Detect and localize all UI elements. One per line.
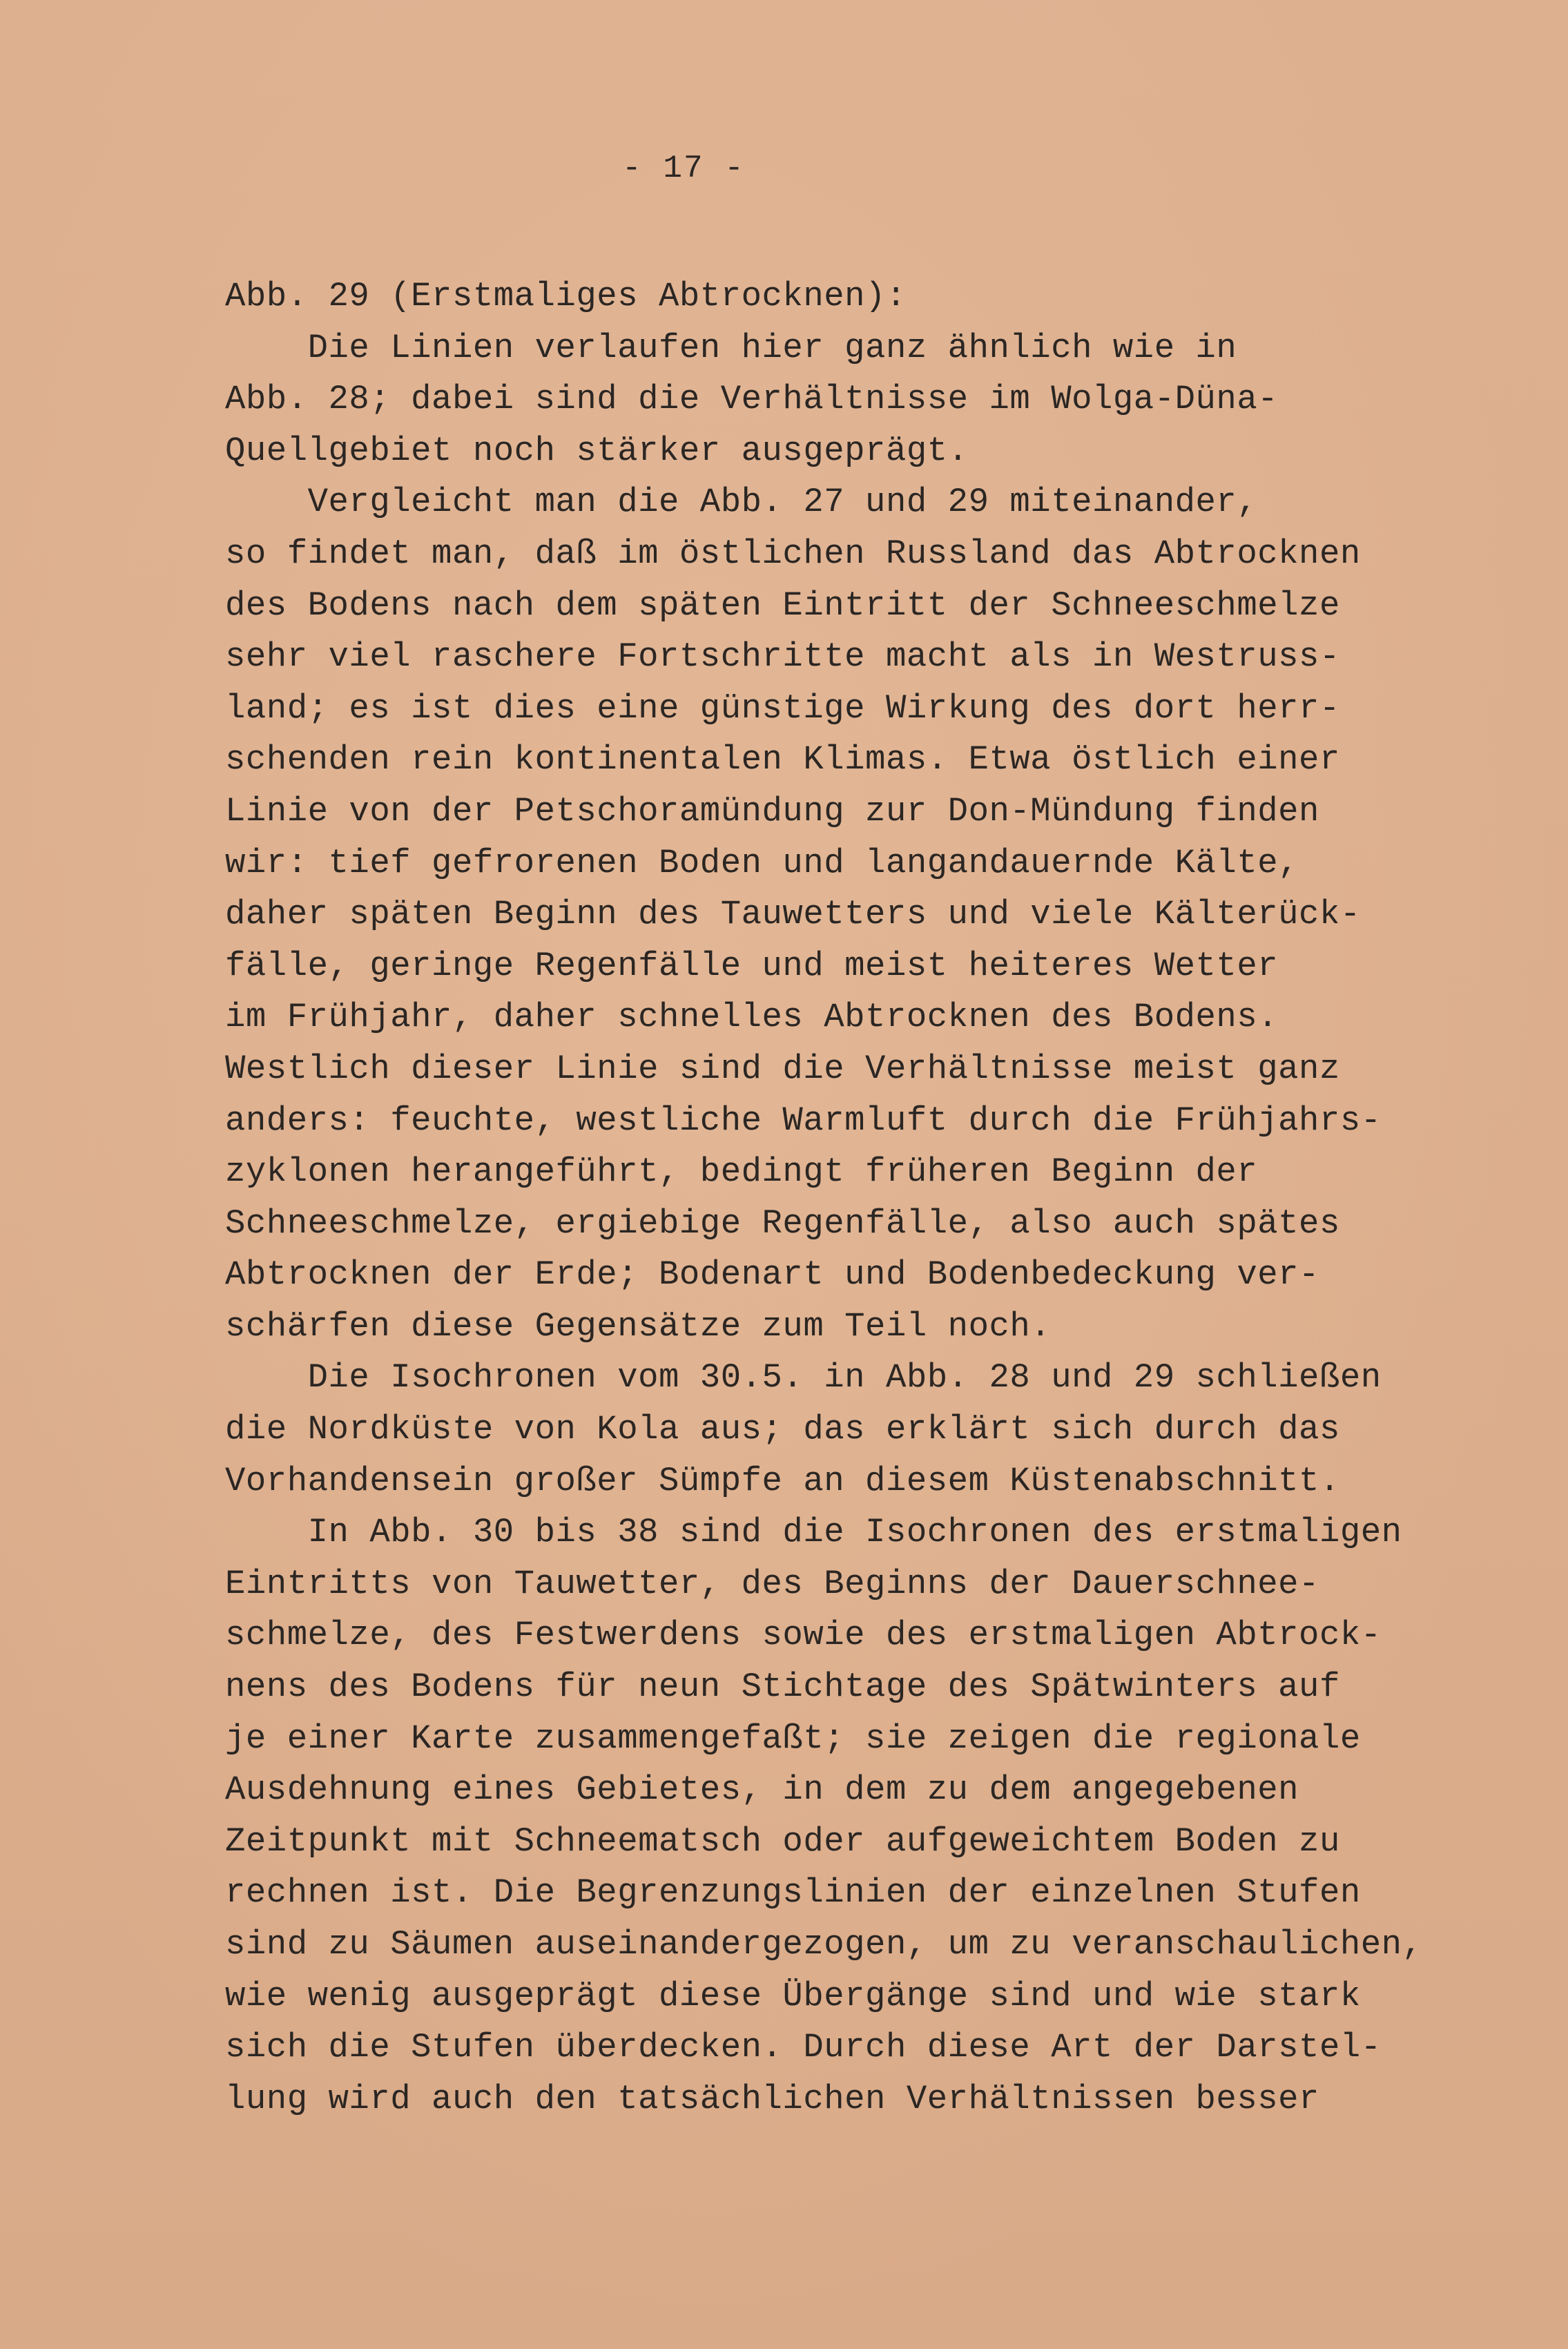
- text-line: wir: tief gefrorenen Boden und langandauernde Kälte,: [225, 843, 1299, 882]
- text-line: In Abb. 30 bis 38 sind die Isochronen des erstmaligen: [225, 1513, 1402, 1552]
- text-line: lung wird auch den tatsächlichen Verhältnissen besser: [225, 2079, 1319, 2118]
- text-line: sind zu Säumen auseinandergezogen, um zu veranschaulichen,: [225, 1925, 1423, 1964]
- text-line: nens des Bodens für neun Stichtage des Spätwinters auf: [225, 1668, 1340, 1707]
- text-line: schenden rein kontinentalen Klimas. Etwa östlich einer: [225, 740, 1340, 780]
- text-line: Linie von der Petschoramündung zur Don-Mündung finden: [225, 791, 1319, 831]
- text-line: des Bodens nach dem späten Eintritt der Schneeschmelze: [225, 586, 1340, 625]
- text-line: Die Linien verlaufen hier ganz ähnlich wie in: [225, 328, 1237, 367]
- text-line: wie wenig ausgeprägt diese Übergänge sind und wie stark: [225, 1976, 1361, 2016]
- text-line: sehr viel raschere Fortschritte macht als in Westruss-: [225, 637, 1340, 677]
- text-line: je einer Karte zusammengefaßt; sie zeigen die regionale: [225, 1719, 1361, 1758]
- text-line: Eintritts von Tauwetter, des Beginns der Dauerschnee-: [225, 1564, 1319, 1603]
- text-line: fälle, geringe Regenfälle und meist heiteres Wetter: [225, 946, 1279, 985]
- page-number: - 17 -: [622, 151, 745, 186]
- text-line: Die Isochronen vom 30.5. in Abb. 28 und 29 schließen: [225, 1358, 1382, 1398]
- text-line: Vergleicht man die Abb. 27 und 29 miteinander,: [225, 483, 1258, 522]
- text-line: Abtrocknen der Erde; Bodenart und Bodenbedeckung ver-: [225, 1255, 1319, 1295]
- text-line: Abb. 28; dabei sind die Verhältnisse im Wolga-Düna-: [225, 380, 1279, 419]
- text-line: Vorhandensein großer Sümpfe an diesem Küstenabschnitt.: [225, 1461, 1340, 1500]
- text-line: im Frühjahr, daher schnelles Abtrocknen des Bodens.: [225, 998, 1279, 1037]
- text-line: so findet man, daß im östlichen Russland das Abtrocknen: [225, 534, 1361, 573]
- text-line: Zeitpunkt mit Schneematsch oder aufgeweichtem Boden zu: [225, 1821, 1340, 1861]
- text-line: Schneeschmelze, ergiebige Regenfälle, also auch spätes: [225, 1204, 1340, 1243]
- text-line: schmelze, des Festwerdens sowie des erstmaligen Abtrock-: [225, 1616, 1382, 1655]
- text-line: land; es ist dies eine günstige Wirkung des dort herr-: [225, 688, 1340, 728]
- text-line: anders: feuchte, westliche Warmluft durch die Frühjahrs-: [225, 1101, 1382, 1140]
- text-line: rechnen ist. Die Begrenzungslinien der einzelnen Stufen: [225, 1873, 1361, 1913]
- text-line: die Nordküste von Kola aus; das erklärt sich durch das: [225, 1410, 1340, 1449]
- text-line: zyklonen herangeführt, bedingt früheren Beginn der: [225, 1152, 1258, 1192]
- body-text: [225, 271, 1422, 2125]
- text-line: sich die Stufen überdecken. Durch diese Art der Darstel-: [225, 2028, 1382, 2067]
- text-line: Ausdehnung eines Gebietes, in dem zu dem angegebenen: [225, 1770, 1299, 1810]
- text-line: Westlich dieser Linie sind die Verhältnisse meist ganz: [225, 1049, 1340, 1088]
- text-line: Quellgebiet noch stärker ausgeprägt.: [225, 431, 969, 470]
- text-line: schärfen diese Gegensätze zum Teil noch.: [225, 1306, 1052, 1346]
- text-line: Abb. 29 (Erstmaliges Abtrocknen):: [225, 277, 907, 316]
- text-line: daher späten Beginn des Tauwetters und viele Kälterück-: [225, 895, 1361, 934]
